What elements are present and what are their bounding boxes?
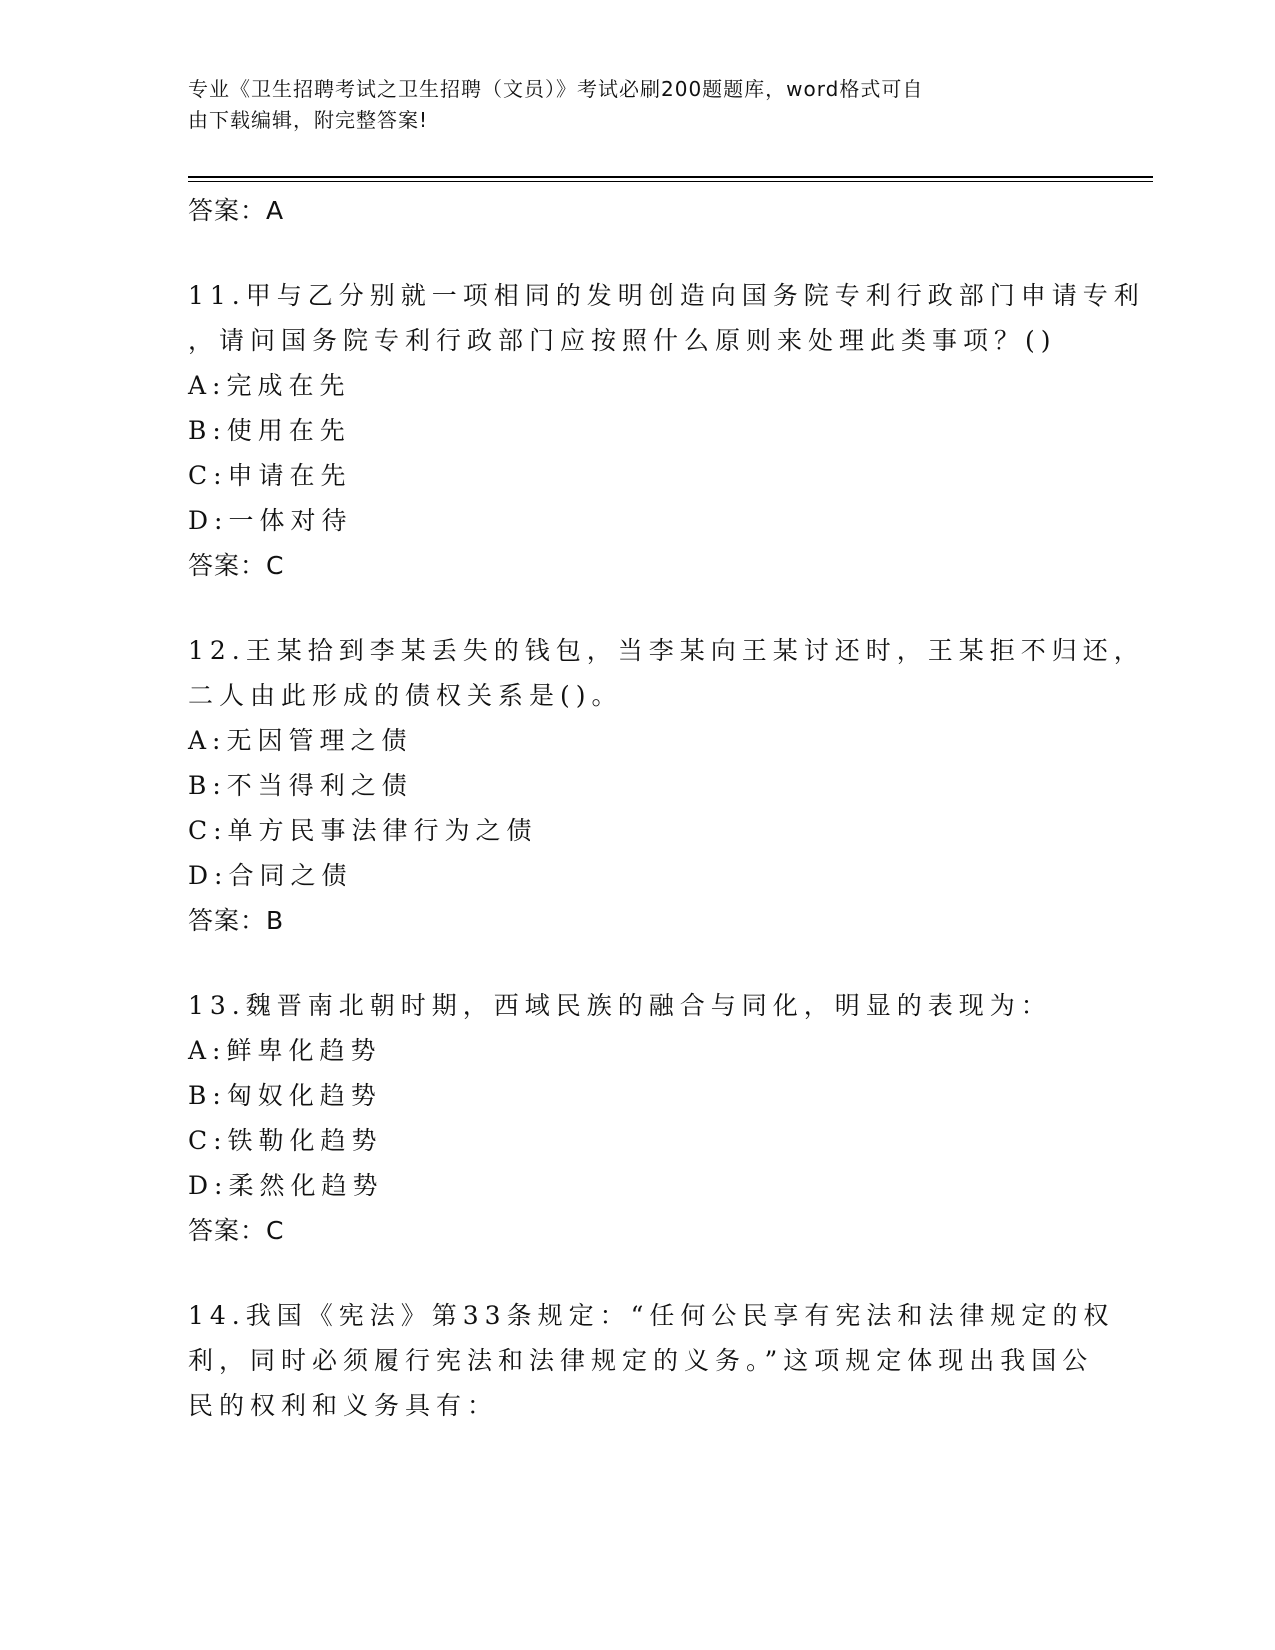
answer-line: 答案：C <box>188 1216 285 1245</box>
option-c: C:申请在先 <box>188 461 352 490</box>
option-b: B:使用在先 <box>188 416 351 445</box>
option-a: A:无因管理之债 <box>188 726 413 755</box>
question-stem-line: 利，同时必须履行宪法和法律规定的义务。”这项规定体现出我国公 <box>188 1346 1094 1375</box>
question-stem-line: 12.王某拾到李某丢失的钱包，当李某向王某讨还时，王某拒不归还， <box>188 636 1145 665</box>
question-stem-line: 13.魏晋南北朝时期，西域民族的融合与同化，明显的表现为： <box>188 991 1052 1020</box>
option-c: C:铁勒化趋势 <box>188 1126 383 1155</box>
question-stem-line: 11.甲与乙分别就一项相同的发明创造向国务院专利行政部门申请专利 <box>188 281 1145 310</box>
header-line-2: 由下载编辑，附完整答案! <box>188 108 429 132</box>
document-body <box>188 188 1145 1428</box>
question-stem-line: 民的权利和义务具有： <box>188 1391 499 1420</box>
header-line-1: 专业《卫生招聘考试之卫生招聘（文员）》考试必刷200题题库，word格式可自 <box>188 77 924 101</box>
header-divider-thick <box>188 176 1153 178</box>
question-stem-line: 二人由此形成的债权关系是()。 <box>188 681 623 710</box>
option-a: A:完成在先 <box>188 371 351 400</box>
question-12 <box>188 628 1145 943</box>
answer-line: 答案：B <box>188 906 285 935</box>
option-b: B:不当得利之债 <box>188 771 413 800</box>
option-b: B:匈奴化趋势 <box>188 1081 382 1110</box>
page-header <box>188 74 1068 136</box>
option-d: D:合同之债 <box>188 861 353 890</box>
option-d: D:柔然化趋势 <box>188 1171 384 1200</box>
question-13 <box>188 983 1108 1253</box>
option-c: C:单方民事法律行为之债 <box>188 816 538 845</box>
answer-line: 答案：A <box>188 196 285 225</box>
question-14 <box>188 1293 1115 1428</box>
question-stem-line: ，请问国务院专利行政部门应按照什么原则来处理此类事项？() <box>188 326 1057 355</box>
option-d: D:一体对待 <box>188 506 353 535</box>
answer-line: 答案：C <box>188 551 285 580</box>
question-stem-line: 14.我国《宪法》第33条规定：“任何公民享有宪法和法律规定的权 <box>188 1301 1115 1330</box>
question-11 <box>188 273 1145 588</box>
header-divider-thin <box>188 181 1153 182</box>
option-a: A:鲜卑化趋势 <box>188 1036 382 1065</box>
